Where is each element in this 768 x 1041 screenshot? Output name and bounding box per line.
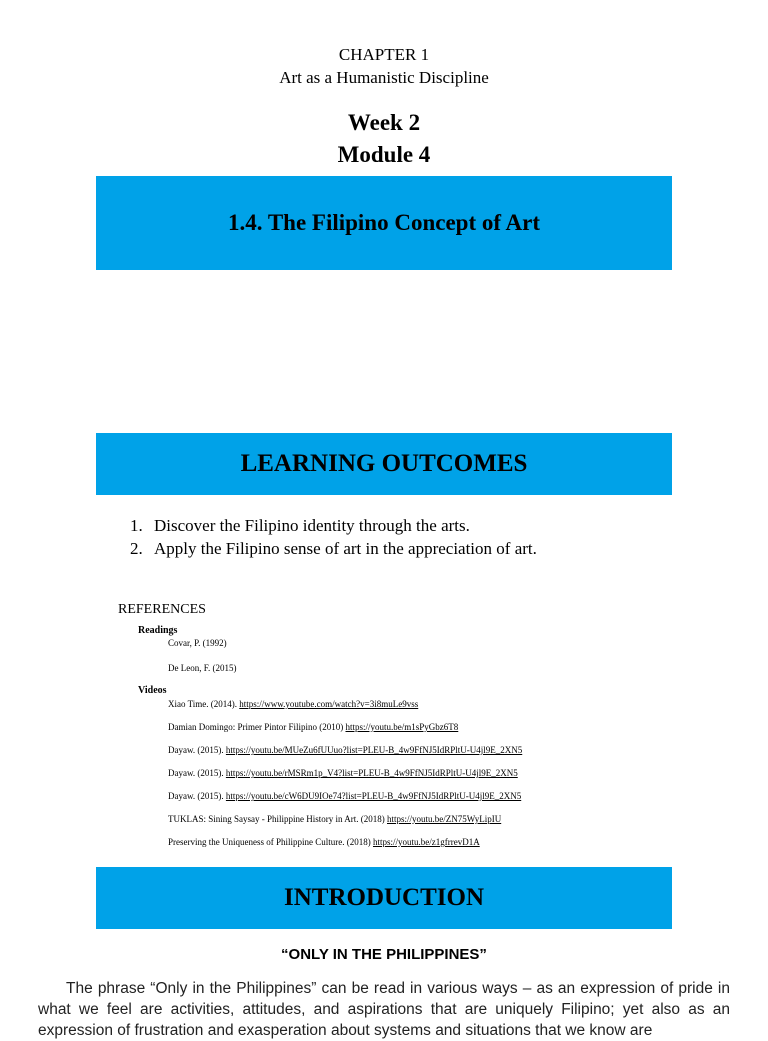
- chapter-subtitle: Art as a Humanistic Discipline: [279, 68, 489, 87]
- week-label: Week 2: [347, 110, 421, 135]
- video-reference: [168, 791, 521, 801]
- video-source: Damian Domingo: Primer Pintor Filipino (2010): [168, 722, 346, 732]
- introduction-title: INTRODUCTION: [283, 884, 485, 911]
- video-link[interactable]: https://youtu.be/ZN75WyLipIU: [387, 814, 502, 824]
- video-reference: [168, 699, 418, 709]
- video-source: Dayaw. (2015).: [168, 791, 226, 801]
- reading-item: Covar, P. (1992): [168, 638, 227, 648]
- video-source: TUKLAS: Sining Saysay - Philippine History in Art. (2018): [168, 814, 387, 824]
- references-title: REFERENCES: [118, 602, 206, 617]
- video-link[interactable]: https://youtu.be/MUeZu6fUUuo?list=PLEU-B_4w9FfNJ5IdRPltU-U4jl9E_2XN5: [225, 745, 523, 755]
- video-reference: [168, 745, 522, 755]
- chapter-label: CHAPTER 1: [338, 45, 430, 64]
- outcome-text: Discover the Filipino identity through the arts.: [154, 516, 470, 535]
- video-reference: [168, 814, 501, 824]
- video-link[interactable]: https://youtu.be/cW6DU9IOe74?list=PLEU-B_4w9FfNJ5IdRPltU-U4jl9E_2XN5: [225, 791, 522, 801]
- reading-item: De Leon, F. (2015): [168, 663, 237, 673]
- outcome-number: 2.: [130, 539, 143, 558]
- video-link[interactable]: https://youtu.be/z1gfrrevD1A: [372, 837, 480, 847]
- video-reference: [168, 768, 518, 778]
- video-link[interactable]: https://youtu.be/rMSRm1p_V4?list=PLEU-B_4w9FfNJ5IdRPltU-U4jl9E_2XN5: [225, 768, 518, 778]
- readings-label: Readings: [138, 625, 178, 636]
- intro-paragraph: The phrase “Only in the Philippines” can be read in various ways – as an expression of pride in what we feel are activities, attitudes, and aspirations that are uniquely Filipino; yet also as an expression of frustration and exasperation about systems and situations that we know are: [38, 980, 730, 1039]
- video-reference: [168, 722, 458, 732]
- video-source: Preserving the Uniqueness of Philippine Culture. (2018): [168, 837, 373, 847]
- intro-heading: “ONLY IN THE PHILIPPINES”: [281, 946, 487, 963]
- outcome-text: Apply the Filipino sense of art in the appreciation of art.: [154, 539, 537, 558]
- topic-banner: [96, 176, 672, 270]
- list-item: [130, 514, 537, 537]
- videos-label: Videos: [138, 685, 167, 696]
- outcomes-list: [130, 514, 537, 560]
- topic-title: 1.4. The Filipino Concept of Art: [227, 210, 540, 235]
- video-source: Dayaw. (2015).: [168, 745, 226, 755]
- list-item: [130, 537, 537, 560]
- module-label: Module 4: [337, 142, 431, 167]
- video-reference: [168, 837, 480, 847]
- video-link[interactable]: https://www.youtube.com/watch?v=3i8muLe9vss: [239, 699, 419, 709]
- video-source: Xiao Time. (2014).: [168, 699, 240, 709]
- video-source: Dayaw. (2015).: [168, 768, 226, 778]
- outcomes-title: LEARNING OUTCOMES: [240, 450, 528, 477]
- outcomes-banner: [96, 433, 672, 495]
- video-link[interactable]: https://youtu.be/m1sPyGbz6T8: [345, 722, 459, 732]
- introduction-banner: [96, 867, 672, 929]
- outcome-number: 1.: [130, 516, 143, 535]
